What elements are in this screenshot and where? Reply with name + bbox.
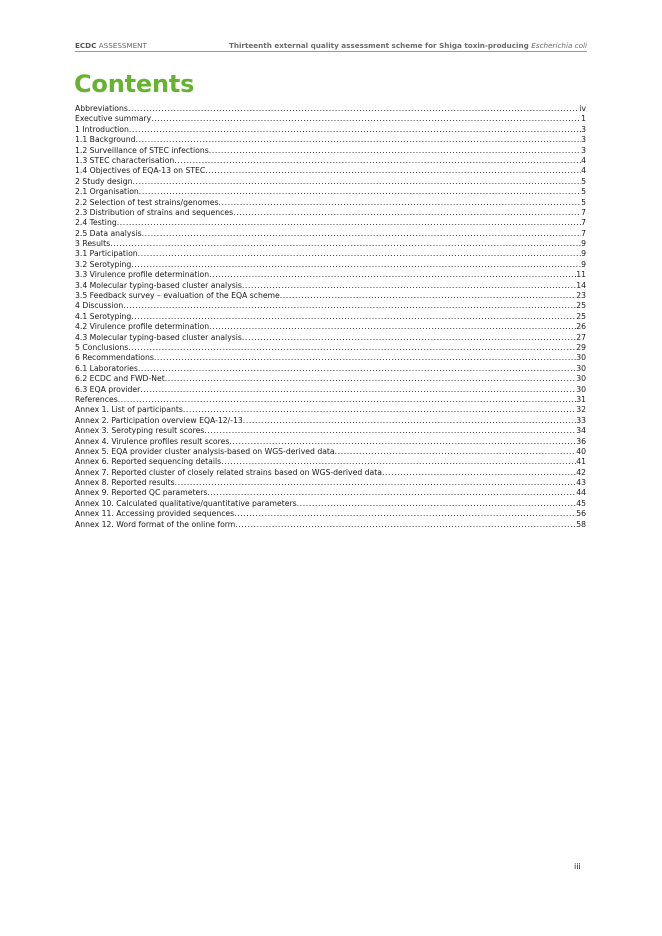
toc-entry-title: 1.1 Background [75,135,136,145]
toc-entry-title: 3.1 Participation [75,249,138,259]
toc-entry-title: References [75,394,118,404]
toc-entry-title: 5 Conclusions [75,342,129,352]
toc-entry-title: 1.3 STEC characterisation [75,155,175,165]
toc-entry-page: 45 [576,498,586,508]
toc-entry[interactable] [75,364,586,374]
toc-entry-page: 23 [576,291,586,301]
toc-entry-title: 2.3 Distribution of strains and sequences [75,207,234,217]
toc-entry[interactable] [75,488,586,498]
toc-entry[interactable] [75,385,586,395]
toc-entry-page: 1 [581,114,586,124]
toc-entry[interactable] [75,301,586,311]
toc-entry-page: 5 [581,197,586,207]
toc-entry-page: 42 [576,467,586,477]
toc-entry-title: 6 Recommendations [75,353,154,363]
toc-leader-dots [174,156,581,166]
toc-entry-title: Annex 4. Virulence profiles result scores [75,436,230,446]
toc-entry-page: 25 [576,301,586,311]
toc-leader-dots [138,364,576,374]
toc-leader-dots [123,301,576,311]
toc-leader-dots [243,416,576,426]
toc-leader-dots [233,208,581,218]
toc-entry-title: 2.2 Selection of test strains/genomes [75,197,219,207]
toc-leader-dots [154,353,576,363]
toc-leader-dots [335,447,577,457]
toc-entry-page: 5 [581,187,586,197]
toc-entry-title: Annex 5. EQA provider cluster analysis-based on WGS-derived data [75,446,335,456]
toc-entry[interactable] [75,468,586,478]
toc-entry-page: 5 [581,176,586,186]
toc-entry-title: 3.5 Feedback survey – evaluation of the EQA scheme [75,291,280,301]
toc-entry-page: 3 [581,135,586,145]
toc-entry-title: 6.1 Laboratories [75,363,138,373]
toc-entry-title: Annex 10. Calculated qualitative/quantitative parameters [75,498,297,508]
toc-entry-page: 4 [581,166,586,176]
toc-entry-page: 34 [576,426,586,436]
toc-leader-dots [136,135,582,145]
running-header [75,41,587,50]
toc-entry-title: 1.2 Surveillance of STEC infections [75,145,209,155]
toc-leader-dots [242,333,576,343]
toc-entry-page: 29 [576,342,586,352]
toc-entry[interactable] [75,478,586,488]
toc-leader-dots [131,312,576,322]
toc-entry[interactable] [75,198,586,208]
toc-entry[interactable] [75,260,586,270]
toc-entry[interactable] [75,457,586,467]
toc-entry-title: 3.4 Molecular typing-based cluster analysis [75,280,242,290]
toc-entry-title: 2.1 Organisation [75,187,139,197]
toc-entry[interactable] [75,416,586,426]
toc-leader-dots [205,166,581,176]
toc-entry-title: 2.4 Testing [75,218,117,228]
toc-entry[interactable] [75,166,586,176]
toc-entry-title: 4.2 Virulence profile determination [75,322,210,332]
toc-entry-title: 4 Discussion [75,301,124,311]
toc-entry-title: 1 Introduction [75,124,129,134]
toc-entry-page: 56 [576,509,586,519]
toc-entry[interactable] [75,322,586,332]
toc-entry-page: 4 [581,155,586,165]
toc-entry[interactable] [75,281,586,291]
header-doc-title: Thirteenth external quality assessment scheme for Shiga toxin-producing [228,41,529,50]
toc-entry-page: 36 [576,436,586,446]
toc-entry-page: 9 [581,249,586,259]
toc-leader-dots [165,374,576,384]
toc-leader-dots [139,187,581,197]
toc-entry[interactable] [75,239,586,249]
toc-entry[interactable] [75,426,586,436]
toc-entry-page: 44 [576,488,586,498]
toc-entry-page: 7 [581,228,586,238]
toc-entry-page: 27 [576,332,586,342]
page-number: iii [574,862,581,871]
toc-entry-page: 43 [576,478,586,488]
toc-entry[interactable] [75,499,586,509]
header-right [229,41,587,50]
toc-entry[interactable] [75,104,586,114]
toc-leader-dots [131,260,581,270]
header-section: ASSESSMENT [98,41,147,50]
toc-entry-title: Annex 1. List of participants [75,405,183,415]
toc-entry[interactable] [75,218,586,228]
toc-leader-dots [234,509,576,519]
toc-entry-title: 1.4 Objectives of EQA-13 on STEC [75,166,206,176]
toc-leader-dots [229,437,576,447]
toc-entry-page: 7 [581,207,586,217]
toc-entry-title: Annex 8. Reported results [75,478,175,488]
toc-entry[interactable] [75,146,586,156]
toc-leader-dots [297,499,577,509]
toc-entry-title: Annex 12. Word format of the online form [75,519,236,529]
toc-entry[interactable] [75,187,586,197]
toc-entry[interactable] [75,405,586,415]
toc-entry-page: 41 [576,457,586,467]
toc-entry[interactable] [75,177,586,187]
toc-leader-dots [280,291,576,301]
toc-entry[interactable] [75,395,586,405]
toc-leader-dots [382,468,576,478]
toc-entry-title: Annex 11. Accessing provided sequences [75,509,235,519]
toc-entry[interactable] [75,333,586,343]
toc-leader-dots [242,281,576,291]
toc-entry-title: Annex 7. Reported cluster of closely related strains based on WGS-derived data [75,467,382,477]
toc-entry[interactable] [75,520,586,530]
toc-entry-page: 26 [576,322,586,332]
toc-entry[interactable] [75,125,586,135]
toc-leader-dots [204,426,576,436]
toc-leader-dots [142,229,582,239]
toc-entry-title: 3.2 Serotyping [75,259,132,269]
toc-entry-title: 2 Study design [75,176,133,186]
toc-entry-page: 3 [581,124,586,134]
toc-leader-dots [209,270,576,280]
toc-leader-dots [209,322,576,332]
toc-entry-title: 4.1 Serotyping [75,311,132,321]
toc-entry-title: 2.5 Data analysis [75,228,142,238]
toc-leader-dots [128,343,576,353]
toc-leader-dots [183,405,576,415]
toc-entry-page: 30 [576,363,586,373]
toc-leader-dots [221,457,576,467]
toc-entry-title: 4.3 Molecular typing-based cluster analysis [75,332,242,342]
toc-leader-dots [132,177,581,187]
toc-entry[interactable] [75,114,586,124]
toc-entry[interactable] [75,270,586,280]
toc-entry-title: Executive summary [75,114,152,124]
header-left [75,41,147,50]
page-title: Contents [74,70,195,98]
toc-entry-page: 9 [581,239,586,249]
header-org: ECDC [75,41,97,50]
toc-entry[interactable] [75,229,586,239]
toc-entry-page: 9 [581,259,586,269]
table-of-contents [75,104,586,530]
toc-entry[interactable] [75,249,586,259]
toc-entry-title: Annex 2. Participation overview EQA-12/-13 [75,415,243,425]
toc-entry-page: 30 [576,353,586,363]
toc-leader-dots [151,114,581,124]
toc-leader-dots [117,218,581,228]
toc-entry[interactable] [75,509,586,519]
toc-leader-dots [118,395,576,405]
toc-entry-title: 3.3 Virulence profile determination [75,270,210,280]
toc-entry-page: 3 [581,145,586,155]
toc-entry[interactable] [75,353,586,363]
toc-entry[interactable] [75,291,586,301]
toc-entry[interactable] [75,135,586,145]
toc-entry-page: 30 [576,374,586,384]
toc-entry-page: 25 [576,311,586,321]
header-rule [75,51,587,52]
toc-entry-title: 3 Results [75,239,111,249]
toc-entry-title: 6.2 ECDC and FWD-Net [75,374,165,384]
toc-entry-page: 31 [576,394,586,404]
toc-leader-dots [129,125,581,135]
toc-entry-title: Annex 9. Reported QC parameters [75,488,208,498]
toc-leader-dots [219,198,582,208]
toc-leader-dots [207,488,576,498]
toc-entry-title: 6.3 EQA provider [75,384,141,394]
toc-entry-page: 32 [576,405,586,415]
toc-leader-dots [138,249,581,259]
toc-entry-page: 33 [576,415,586,425]
header-doc-title-italic: Escherichia coli [531,41,587,50]
toc-entry-page: 58 [576,519,586,529]
toc-leader-dots [175,478,577,488]
toc-entry[interactable] [75,437,586,447]
toc-entry-page: iv [579,104,586,113]
toc-entry[interactable] [75,156,586,166]
toc-leader-dots [110,239,581,249]
toc-entry-page: 11 [576,270,586,280]
toc-entry[interactable] [75,447,586,457]
toc-entry-title: Abbreviations [75,104,128,113]
toc-entry[interactable] [75,312,586,322]
toc-entry-page: 30 [576,384,586,394]
toc-leader-dots [209,146,581,156]
toc-entry[interactable] [75,374,586,384]
toc-entry[interactable] [75,343,586,353]
toc-entry-page: 7 [581,218,586,228]
toc-leader-dots [128,104,579,114]
toc-leader-dots [140,385,576,395]
toc-entry-page: 40 [576,446,586,456]
toc-leader-dots [235,520,576,530]
toc-entry-title: Annex 6. Reported sequencing details [75,457,222,467]
toc-entry-page: 14 [576,280,586,290]
toc-entry[interactable] [75,208,586,218]
toc-entry-title: Annex 3. Serotyping result scores [75,426,205,436]
